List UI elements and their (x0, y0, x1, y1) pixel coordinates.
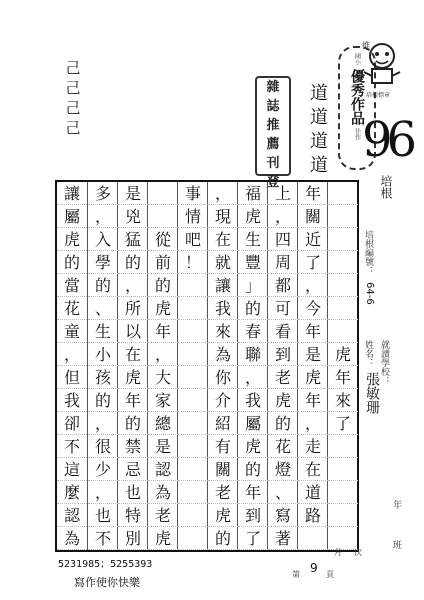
correction-char: 己 (65, 79, 81, 97)
essay-char: 在 (118, 343, 148, 366)
essay-char (178, 297, 208, 320)
essay-char: 我 (238, 389, 268, 412)
essay-char: 老 (208, 481, 238, 504)
essay-column (87, 182, 117, 550)
essay-char (178, 481, 208, 504)
score-signature: 培根 (379, 175, 393, 199)
essay-char: 的 (148, 274, 178, 297)
essay-char: 、 (88, 297, 118, 320)
essay-char: 事 (178, 182, 208, 205)
essay-char: 虎 (148, 527, 178, 550)
essay-char: 我 (57, 389, 87, 412)
essay-char: 很 (88, 435, 118, 458)
recommend-stamp (255, 76, 291, 190)
essay-char: ， (298, 412, 328, 435)
essay-column (147, 182, 177, 550)
stamp-char: 推 (266, 118, 280, 133)
essay-char: 虎 (118, 366, 148, 389)
essay-char: 虎 (57, 228, 87, 251)
essay-char: 來 (208, 320, 238, 343)
margin-corrections (60, 60, 86, 140)
essay-char: 到 (268, 343, 298, 366)
essay-char: 虎 (268, 389, 298, 412)
label-number: 培根編號： (363, 230, 373, 275)
essay-char: 少 (88, 458, 118, 481)
essay-char: ， (88, 481, 118, 504)
essay-char: 不 (88, 527, 118, 550)
essay-char: 以 (118, 320, 148, 343)
essay-char: 就 (208, 251, 238, 274)
essay-char: ， (88, 412, 118, 435)
essay-char: 關 (208, 458, 238, 481)
essay-char: 的 (118, 251, 148, 274)
essay-char: 看 (268, 320, 298, 343)
essay-char: 虎 (208, 504, 238, 527)
stamp-char: 薦 (266, 137, 280, 152)
essay-char (328, 251, 358, 274)
handwritten-char: 道 (310, 83, 328, 104)
essay-char: 的 (238, 297, 268, 320)
essay-column (57, 182, 87, 550)
essay-char: 在 (298, 458, 328, 481)
essay-char: 有 (208, 435, 238, 458)
essay-char: 虎 (238, 205, 268, 228)
essay-char: 虎 (148, 297, 178, 320)
essay-char: 的 (88, 274, 118, 297)
essay-char: 忌 (118, 458, 148, 481)
essay-char: 在 (208, 228, 238, 251)
essay-char: 但 (57, 366, 87, 389)
essay-char: 兇 (118, 205, 148, 228)
essay-char: 不 (57, 435, 87, 458)
essay-char: 情 (178, 205, 208, 228)
stamp-char: 誌 (266, 99, 280, 114)
essay-char: ， (148, 343, 178, 366)
essay-char: 」 (238, 274, 268, 297)
essay-char: 是 (118, 182, 148, 205)
essay-char: 到 (238, 504, 268, 527)
handwritten-char: 道 (310, 107, 328, 128)
essay-char: 虎 (238, 435, 268, 458)
essay-char: 的 (118, 412, 148, 435)
essay-char: 讓 (208, 274, 238, 297)
essay-char: 學 (88, 251, 118, 274)
essay-char: 、 (268, 481, 298, 504)
stamp-char: 登 (266, 175, 280, 190)
essay-char: 花 (268, 435, 298, 458)
essay-char (328, 504, 358, 527)
essay-char: 你 (208, 366, 238, 389)
essay-char: 家 (148, 389, 178, 412)
mascot-label: 培根標章 (366, 92, 391, 99)
essay-char: 聯 (238, 343, 268, 366)
essay-char: 屬 (57, 205, 87, 228)
handwritten-char: 道 (310, 155, 328, 176)
essay-char: 禁 (118, 435, 148, 458)
correction-char: 己 (65, 99, 81, 117)
essay-char: ， (88, 205, 118, 228)
essay-char: 為 (208, 343, 238, 366)
mascot-top-text: 推 (362, 41, 370, 50)
essay-char: 我 (208, 297, 238, 320)
essay-char (328, 205, 358, 228)
seal-bottom-text: 佳作 (353, 128, 361, 140)
label-grade: 年 (391, 500, 401, 509)
essay-char: 周 (268, 251, 298, 274)
essay-char: 小 (88, 343, 118, 366)
essay-char: 卻 (57, 412, 87, 435)
essay-char (328, 320, 358, 343)
correction-char: 己 (65, 59, 81, 77)
essay-char: ！ (178, 251, 208, 274)
essay-char: 的 (88, 389, 118, 412)
essay-char: 入 (88, 228, 118, 251)
essay-char: 讓 (57, 182, 87, 205)
essay-char: 的 (57, 251, 87, 274)
essay-char: 麼 (57, 481, 87, 504)
essay-char: 所 (118, 297, 148, 320)
essay-char: 多 (88, 182, 118, 205)
essay-char (178, 274, 208, 297)
essay-char: 吧 (178, 228, 208, 251)
essay-char: 大 (148, 366, 178, 389)
essay-char: 別 (118, 527, 148, 550)
essay-char (328, 481, 358, 504)
essay-char (328, 297, 358, 320)
essay-char: 是 (298, 343, 328, 366)
essay-char: 年 (298, 182, 328, 205)
stamp-char: 刊 (266, 156, 280, 171)
correction-char: 己 (65, 119, 81, 137)
student-name: 張敏珊 (364, 372, 380, 414)
essay-char: 關 (298, 205, 328, 228)
essay-char: 路 (298, 504, 328, 527)
essay-char: 生 (238, 228, 268, 251)
essay-char: ， (208, 182, 238, 205)
essay-char: 是 (148, 435, 178, 458)
essay-char: 為 (57, 527, 87, 550)
essay-char: 虎 (298, 366, 328, 389)
essay-char (178, 458, 208, 481)
essay-char: 老 (148, 504, 178, 527)
essay-char (178, 389, 208, 412)
essay-column (297, 182, 327, 550)
handwritten-char: 道 (310, 131, 328, 152)
essay-char: 總 (148, 412, 178, 435)
essay-char: 猛 (118, 228, 148, 251)
label-name: 姓名： (363, 340, 373, 367)
essay-char: 虎 (328, 343, 358, 366)
essay-char: 四 (268, 228, 298, 251)
essay-char: 走 (298, 435, 328, 458)
page-unit: 頁 (326, 570, 334, 579)
page-meta (290, 545, 370, 585)
essay-char (178, 412, 208, 435)
month-label: 月 (334, 548, 342, 557)
essay-char (328, 182, 358, 205)
essay-char: 為 (148, 481, 178, 504)
seal-main-text: 優秀作品 (349, 69, 365, 125)
essay-column (207, 182, 237, 550)
essay-char: 介 (208, 389, 238, 412)
essay-char (328, 435, 358, 458)
essay-char (178, 527, 208, 550)
essay-char: 了 (328, 412, 358, 435)
essay-column (237, 182, 267, 550)
essay-char: 福 (238, 182, 268, 205)
order-label: 次 (354, 548, 362, 557)
essay-char: 的 (268, 412, 298, 435)
essay-char: 可 (268, 297, 298, 320)
essay-char: 的 (208, 527, 238, 550)
contact-phone: 5231985；5255393 (58, 559, 153, 570)
essay-char: ， (268, 205, 298, 228)
essay-char: 紹 (208, 412, 238, 435)
essay-column (267, 182, 297, 550)
essay-char: 豐 (238, 251, 268, 274)
essay-char: 屬 (238, 412, 268, 435)
essay-char: 年 (238, 481, 268, 504)
student-info (362, 200, 412, 570)
essay-char: 年 (328, 366, 358, 389)
essay-column (177, 182, 207, 550)
essay-char: 現 (208, 205, 238, 228)
essay-char: 了 (298, 251, 328, 274)
essay-char: 認 (57, 504, 87, 527)
footer-slogan: 寫作使你快樂 (74, 576, 140, 589)
page-number: 9 (310, 561, 318, 575)
essay-column (327, 182, 357, 550)
essay-char (178, 435, 208, 458)
essay-char: 年 (298, 320, 328, 343)
essay-char (178, 320, 208, 343)
essay-char (178, 504, 208, 527)
essay-char (148, 182, 178, 205)
label-class: 班 (391, 540, 401, 549)
essay-char: 當 (57, 274, 87, 297)
essay-char: 也 (88, 504, 118, 527)
essay-char: 認 (148, 458, 178, 481)
essay-char: 著 (268, 527, 298, 550)
essay-char: 年 (148, 320, 178, 343)
essay-char: ， (57, 343, 87, 366)
essay-char: 特 (118, 504, 148, 527)
essay-char: 寫 (268, 504, 298, 527)
number-value: 64-6 (364, 282, 375, 305)
score: 96 (362, 112, 412, 168)
essay-char (328, 228, 358, 251)
teacher-handwriting (305, 82, 333, 176)
essay-char: 前 (148, 251, 178, 274)
essay-char (328, 274, 358, 297)
essay-char: 來 (328, 389, 358, 412)
essay-char: 都 (268, 274, 298, 297)
stamp-char: 雜 (266, 80, 280, 95)
essay-grid (57, 182, 357, 550)
sheet-label: 第 (292, 570, 300, 579)
essay-char: 燈 (268, 458, 298, 481)
essay-char: 道 (298, 481, 328, 504)
essay-column (117, 182, 147, 550)
essay-char: 近 (298, 228, 328, 251)
essay-char: 年 (298, 389, 328, 412)
essay-char: 孩 (88, 366, 118, 389)
essay-char: ， (238, 366, 268, 389)
essay-char: 春 (238, 320, 268, 343)
essay-char: 也 (118, 481, 148, 504)
essay-char: 從 (148, 228, 178, 251)
essay-char: 生 (88, 320, 118, 343)
essay-char: ， (298, 274, 328, 297)
seal-top-text: 國小 (353, 53, 361, 65)
essay-char: ， (118, 274, 148, 297)
essay-char (178, 343, 208, 366)
essay-char: 花 (57, 297, 87, 320)
essay-char: 今 (298, 297, 328, 320)
essay-char: 老 (268, 366, 298, 389)
essay-char: 年 (118, 389, 148, 412)
essay-char (328, 458, 358, 481)
essay-char: 了 (238, 527, 268, 550)
mascot-icon (358, 36, 406, 92)
essay-char: 童 (57, 320, 87, 343)
essay-char (148, 205, 178, 228)
essay-char: 這 (57, 458, 87, 481)
label-school: 就讀學校： (379, 340, 389, 385)
essay-char (178, 366, 208, 389)
essay-char: 的 (238, 458, 268, 481)
essay-char: 上 (268, 182, 298, 205)
